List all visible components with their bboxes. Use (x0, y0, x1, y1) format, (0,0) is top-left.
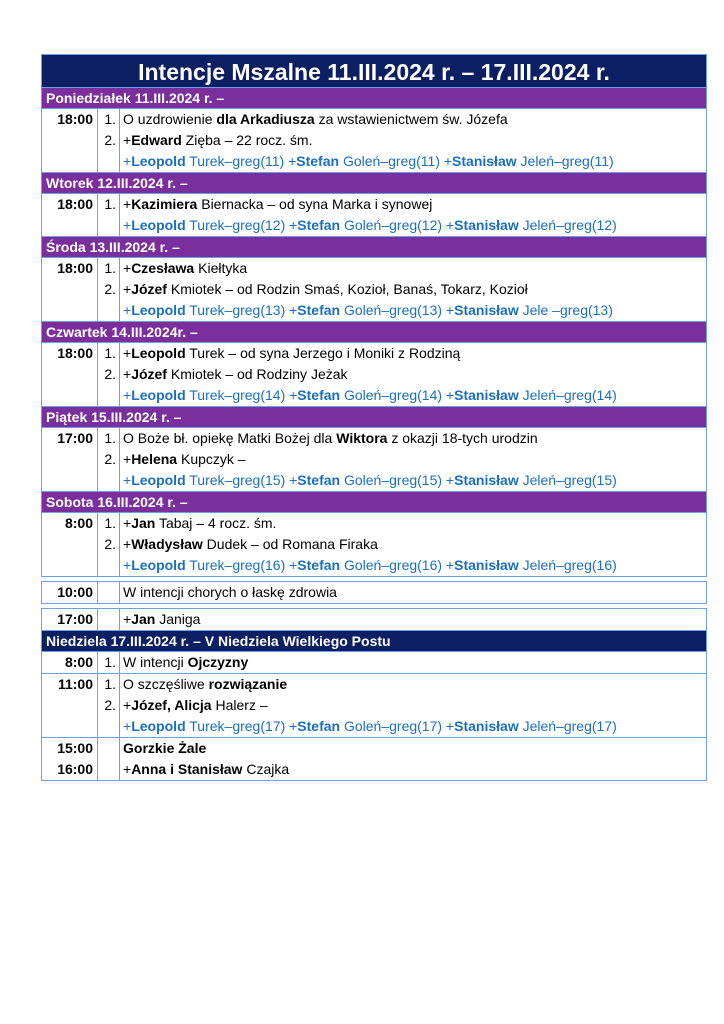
intention-number: 2. (104, 451, 116, 467)
intention-text: + (123, 217, 132, 233)
intention-name: Leopold (131, 217, 186, 233)
intention-number-cell (97, 428, 119, 491)
intention-text: Goleń–greg(13) + (340, 302, 455, 318)
intention-text: + (123, 472, 132, 488)
intention-line (123, 258, 706, 279)
mass-time-cell (42, 609, 97, 630)
intention-text-cell (119, 738, 706, 780)
intention-line (123, 109, 706, 130)
day-header: Wtorek 12.III.2024 r. – (41, 173, 707, 194)
intention-text: Turek–greg(15) + (185, 472, 298, 488)
intention-text: Turek–greg(14) + (185, 387, 298, 403)
intention-text-cell (119, 343, 706, 406)
intention-name: Józef (131, 281, 167, 297)
mass-time (42, 279, 93, 300)
intention-text: Tabaj – 4 rocz. śm. (155, 515, 277, 531)
intention-text: + (123, 302, 132, 318)
intention-text: Jeleń–greg(16) (518, 557, 617, 573)
intention-text: + (123, 345, 132, 361)
intention-text: za wstawienictwem św. Józefa (314, 111, 508, 127)
intention-number: 1. (104, 260, 116, 276)
mass-time (42, 130, 93, 151)
intention-name: dla Arkadiusza (216, 111, 315, 127)
intention-name: Edward (131, 132, 182, 148)
intention-text: Dudek – od Romana Firaka (202, 536, 378, 552)
intention-text: + (123, 557, 132, 573)
intention-number: 2. (104, 132, 116, 148)
intention-name: Stanisław (454, 217, 519, 233)
intention-text-cell (119, 674, 706, 737)
mass-time (42, 449, 93, 470)
mass-time-cell (42, 109, 97, 172)
intention-line (123, 215, 706, 236)
mass-time: 8:00 (64, 515, 93, 531)
mass-time (42, 151, 93, 172)
mass-time: 10:00 (57, 584, 93, 600)
intention-number-cell (97, 513, 119, 576)
intention-text: Goleń–greg(14) + (340, 387, 455, 403)
intention-name: Stanisław (454, 387, 519, 403)
intention-line (123, 449, 706, 470)
intention-line (123, 364, 706, 385)
intention-number (98, 609, 116, 630)
intention-name: Jan (131, 611, 156, 627)
intention-name: Ojczyzny (187, 654, 249, 670)
intentions-table (41, 54, 707, 781)
mass-time: 8:00 (64, 654, 93, 670)
mass-time: 18:00 (57, 111, 93, 127)
intention-line (123, 738, 706, 759)
intention-name: Czesława (131, 260, 195, 276)
intention-text: Turek–greg(17) + (185, 718, 298, 734)
intention-name: Helena (131, 451, 178, 467)
intention-text: + (123, 718, 132, 734)
mass-time (42, 300, 93, 321)
intention-number (98, 385, 116, 406)
intention-line (123, 534, 706, 555)
intention-number-cell (97, 343, 119, 406)
intention-text-cell (119, 428, 706, 491)
intention-text: Jeleń–greg(11) (516, 153, 614, 169)
intention-text: Jeleń–greg(15) (518, 472, 617, 488)
mass-slot (41, 343, 707, 407)
intention-text-cell (119, 258, 706, 321)
intention-number: 1. (104, 654, 116, 670)
intention-number (98, 582, 116, 603)
intention-name: Stanisław (454, 472, 519, 488)
intention-text: + (123, 451, 132, 467)
intention-text: + (123, 697, 132, 713)
intention-name: Stefan (297, 302, 341, 318)
mass-time: 18:00 (57, 196, 93, 212)
intention-text: + (123, 132, 132, 148)
intention-number (98, 151, 116, 172)
day-header: Piątek 15.III.2024 r. – (41, 407, 707, 428)
mass-slot (41, 258, 707, 322)
intention-number: 2. (104, 536, 116, 552)
intention-number (98, 759, 116, 780)
mass-time-cell (42, 194, 97, 236)
intention-text: + (123, 153, 132, 169)
intention-line (123, 609, 706, 630)
day-header: Czwartek 14.III.2024r. – (41, 322, 707, 343)
intention-number: 1. (104, 515, 116, 531)
mass-time: 18:00 (57, 260, 93, 276)
intention-text: Goleń–greg(15) + (340, 472, 455, 488)
intention-number-cell (97, 738, 119, 780)
intention-number-cell (97, 609, 119, 630)
mass-slot (41, 513, 707, 577)
intention-name: Stefan (297, 472, 341, 488)
intention-line (123, 279, 706, 300)
intention-line (123, 300, 706, 321)
intention-line (123, 695, 706, 716)
intention-text: Jeleń–greg(17) (518, 718, 617, 734)
intention-name: Leopold (131, 557, 186, 573)
intention-text: O Boże bł. opiekę Matki Bożej dla (123, 430, 337, 446)
intention-name: Leopold (131, 153, 186, 169)
intention-text: Janiga (155, 611, 201, 627)
intention-text: + (123, 196, 132, 212)
intention-text: Turek–greg(16) + (185, 557, 298, 573)
mass-time-cell (42, 674, 97, 737)
intention-text: + (123, 761, 132, 777)
intention-name: Anna i Stanisław (131, 761, 243, 777)
mass-time (42, 215, 93, 236)
intention-line (123, 674, 706, 695)
intention-number-cell (97, 109, 119, 172)
intention-text: Czajka (242, 761, 290, 777)
intention-name: Leopold (131, 718, 186, 734)
intention-line (123, 130, 706, 151)
intention-number: 2. (104, 366, 116, 382)
mass-time-cell (42, 258, 97, 321)
intention-name: Józef, Alicja (131, 697, 212, 713)
intention-line (123, 428, 706, 449)
intention-name: Leopold (131, 302, 186, 318)
intention-name: Wiktora (336, 430, 388, 446)
intention-text: + (123, 260, 132, 276)
mass-time-cell (42, 652, 97, 673)
intention-number (98, 470, 116, 491)
intention-line (123, 343, 706, 364)
intention-text: + (123, 281, 132, 297)
mass-slot (41, 194, 707, 237)
intention-text-cell (119, 609, 706, 630)
mass-time (42, 385, 93, 406)
intention-number (98, 738, 116, 759)
intention-line (123, 151, 706, 172)
intention-number: 2. (104, 281, 116, 297)
intention-text: + (123, 366, 132, 382)
mass-time-cell (42, 513, 97, 576)
intention-line (123, 652, 706, 673)
mass-time-cell (42, 428, 97, 491)
intention-name: Leopold (131, 387, 186, 403)
day-header: Poniedziałek 11.III.2024 r. – (41, 88, 707, 109)
intention-text-cell (119, 513, 706, 576)
intention-text: Goleń–greg(17) + (340, 718, 455, 734)
intention-name: Leopold (131, 345, 186, 361)
intention-number (98, 716, 116, 737)
intention-name: Gorzkie Żale (123, 740, 207, 756)
intention-text: Turek – od syna Jerzego i Moniki z Rodziną (185, 345, 461, 361)
intention-number-cell (97, 652, 119, 673)
mass-slot (41, 738, 707, 781)
mass-time-cell (42, 582, 97, 603)
intention-text-cell (119, 652, 706, 673)
intention-text: z okazji 18-tych urodzin (387, 430, 538, 446)
intention-text: Turek–greg(13) + (185, 302, 298, 318)
intention-line (123, 194, 706, 215)
page-title: Intencje Mszalne 11.III.2024 r. – 17.III.2024 r. (41, 54, 707, 88)
days-container (41, 88, 707, 781)
intention-name: Władysław (131, 536, 203, 552)
intention-text: O uzdrowienie (123, 111, 217, 127)
intention-line (123, 582, 706, 603)
intention-text: Kmiotek – od Rodzin Smaś, Kozioł, Banaś, Tokarz, Kozioł (166, 281, 528, 297)
intention-text: Biernacka – od syna Marka i synowej (197, 196, 433, 212)
intention-text: Kiełtyka (194, 260, 248, 276)
intention-number: 2. (104, 697, 116, 713)
intention-line (123, 470, 706, 491)
intention-number: 1. (104, 345, 116, 361)
mass-time (42, 470, 93, 491)
intention-text: Jele –greg(13) (518, 302, 613, 318)
intention-line (123, 385, 706, 406)
intention-text-cell (119, 194, 706, 236)
intention-text-cell (119, 109, 706, 172)
mass-time: 17:00 (57, 430, 93, 446)
intention-name: Stanisław (452, 153, 517, 169)
intention-text: Turek–greg(12) + (185, 217, 298, 233)
intention-name: Stefan (297, 557, 341, 573)
mass-time: 11:00 (57, 676, 93, 692)
intention-text: + (123, 536, 132, 552)
intention-number-cell (97, 258, 119, 321)
intention-number (98, 300, 116, 321)
intention-number (98, 215, 116, 236)
intention-name: Stanisław (454, 718, 519, 734)
day-header: Niedziela 17.III.2024 r. – V Niedziela Wielkiego Postu (41, 631, 707, 652)
mass-slot (41, 674, 707, 738)
intention-text: + (123, 611, 132, 627)
intention-text: Jeleń–greg(14) (518, 387, 617, 403)
intention-line (123, 759, 706, 780)
intention-text: Zięba – 22 rocz. śm. (181, 132, 313, 148)
intention-number-cell (97, 194, 119, 236)
intention-line (123, 513, 706, 534)
intention-number: 1. (104, 430, 116, 446)
intention-name: Józef (131, 366, 167, 382)
intention-name: Stanisław (454, 302, 519, 318)
intention-name: Stefan (297, 387, 341, 403)
intention-text: Kmiotek – od Rodziny Jeżak (166, 366, 348, 382)
intention-name: Stefan (297, 718, 341, 734)
intention-text-cell (119, 582, 706, 603)
day-header: Środa 13.III.2024 r. – (41, 237, 707, 258)
intention-number-cell (97, 674, 119, 737)
intention-text: W intencji (123, 654, 188, 670)
intention-text: Goleń–greg(16) + (340, 557, 455, 573)
intention-name: Stefan (296, 153, 340, 169)
mass-time: 16:00 (57, 761, 93, 777)
mass-time: 17:00 (57, 611, 93, 627)
intention-name: Stefan (297, 217, 341, 233)
mass-slot (41, 581, 707, 604)
intention-text: Halerz – (211, 697, 268, 713)
intention-number-cell (97, 582, 119, 603)
mass-time (42, 364, 93, 385)
mass-time (42, 716, 93, 737)
mass-time: 18:00 (57, 345, 93, 361)
intention-text: Turek–greg(11) + (185, 153, 297, 169)
mass-slot (41, 652, 707, 674)
mass-slot (41, 109, 707, 173)
mass-time (42, 534, 93, 555)
day-header: Sobota 16.III.2024 r. – (41, 492, 707, 513)
intention-number (98, 555, 116, 576)
mass-time: 15:00 (57, 740, 93, 756)
intention-number: 1. (104, 111, 116, 127)
mass-time (42, 555, 93, 576)
intention-line (123, 555, 706, 576)
intention-name: Leopold (131, 472, 186, 488)
mass-time-cell (42, 738, 97, 780)
intention-name: Kazimiera (131, 196, 198, 212)
intention-name: rozwiązanie (208, 676, 288, 692)
intention-text: O szczęśliwe (123, 676, 209, 692)
intention-name: Stanisław (454, 557, 519, 573)
mass-time (42, 695, 93, 716)
mass-time-cell (42, 343, 97, 406)
intention-number: 1. (104, 676, 116, 692)
intention-text: + (123, 387, 132, 403)
mass-slot (41, 428, 707, 492)
intention-text: Kupczyk – (177, 451, 246, 467)
intention-line (123, 716, 706, 737)
intention-text: W intencji chorych o łaskę zdrowia (123, 584, 337, 600)
intention-text: Goleń–greg(11) + (339, 153, 453, 169)
intention-text: Jeleń–greg(12) (518, 217, 617, 233)
intention-text: Goleń–greg(12) + (340, 217, 455, 233)
mass-slot (41, 608, 707, 631)
intention-text: + (123, 515, 132, 531)
intention-name: Jan (131, 515, 156, 531)
intention-number: 1. (104, 196, 116, 212)
